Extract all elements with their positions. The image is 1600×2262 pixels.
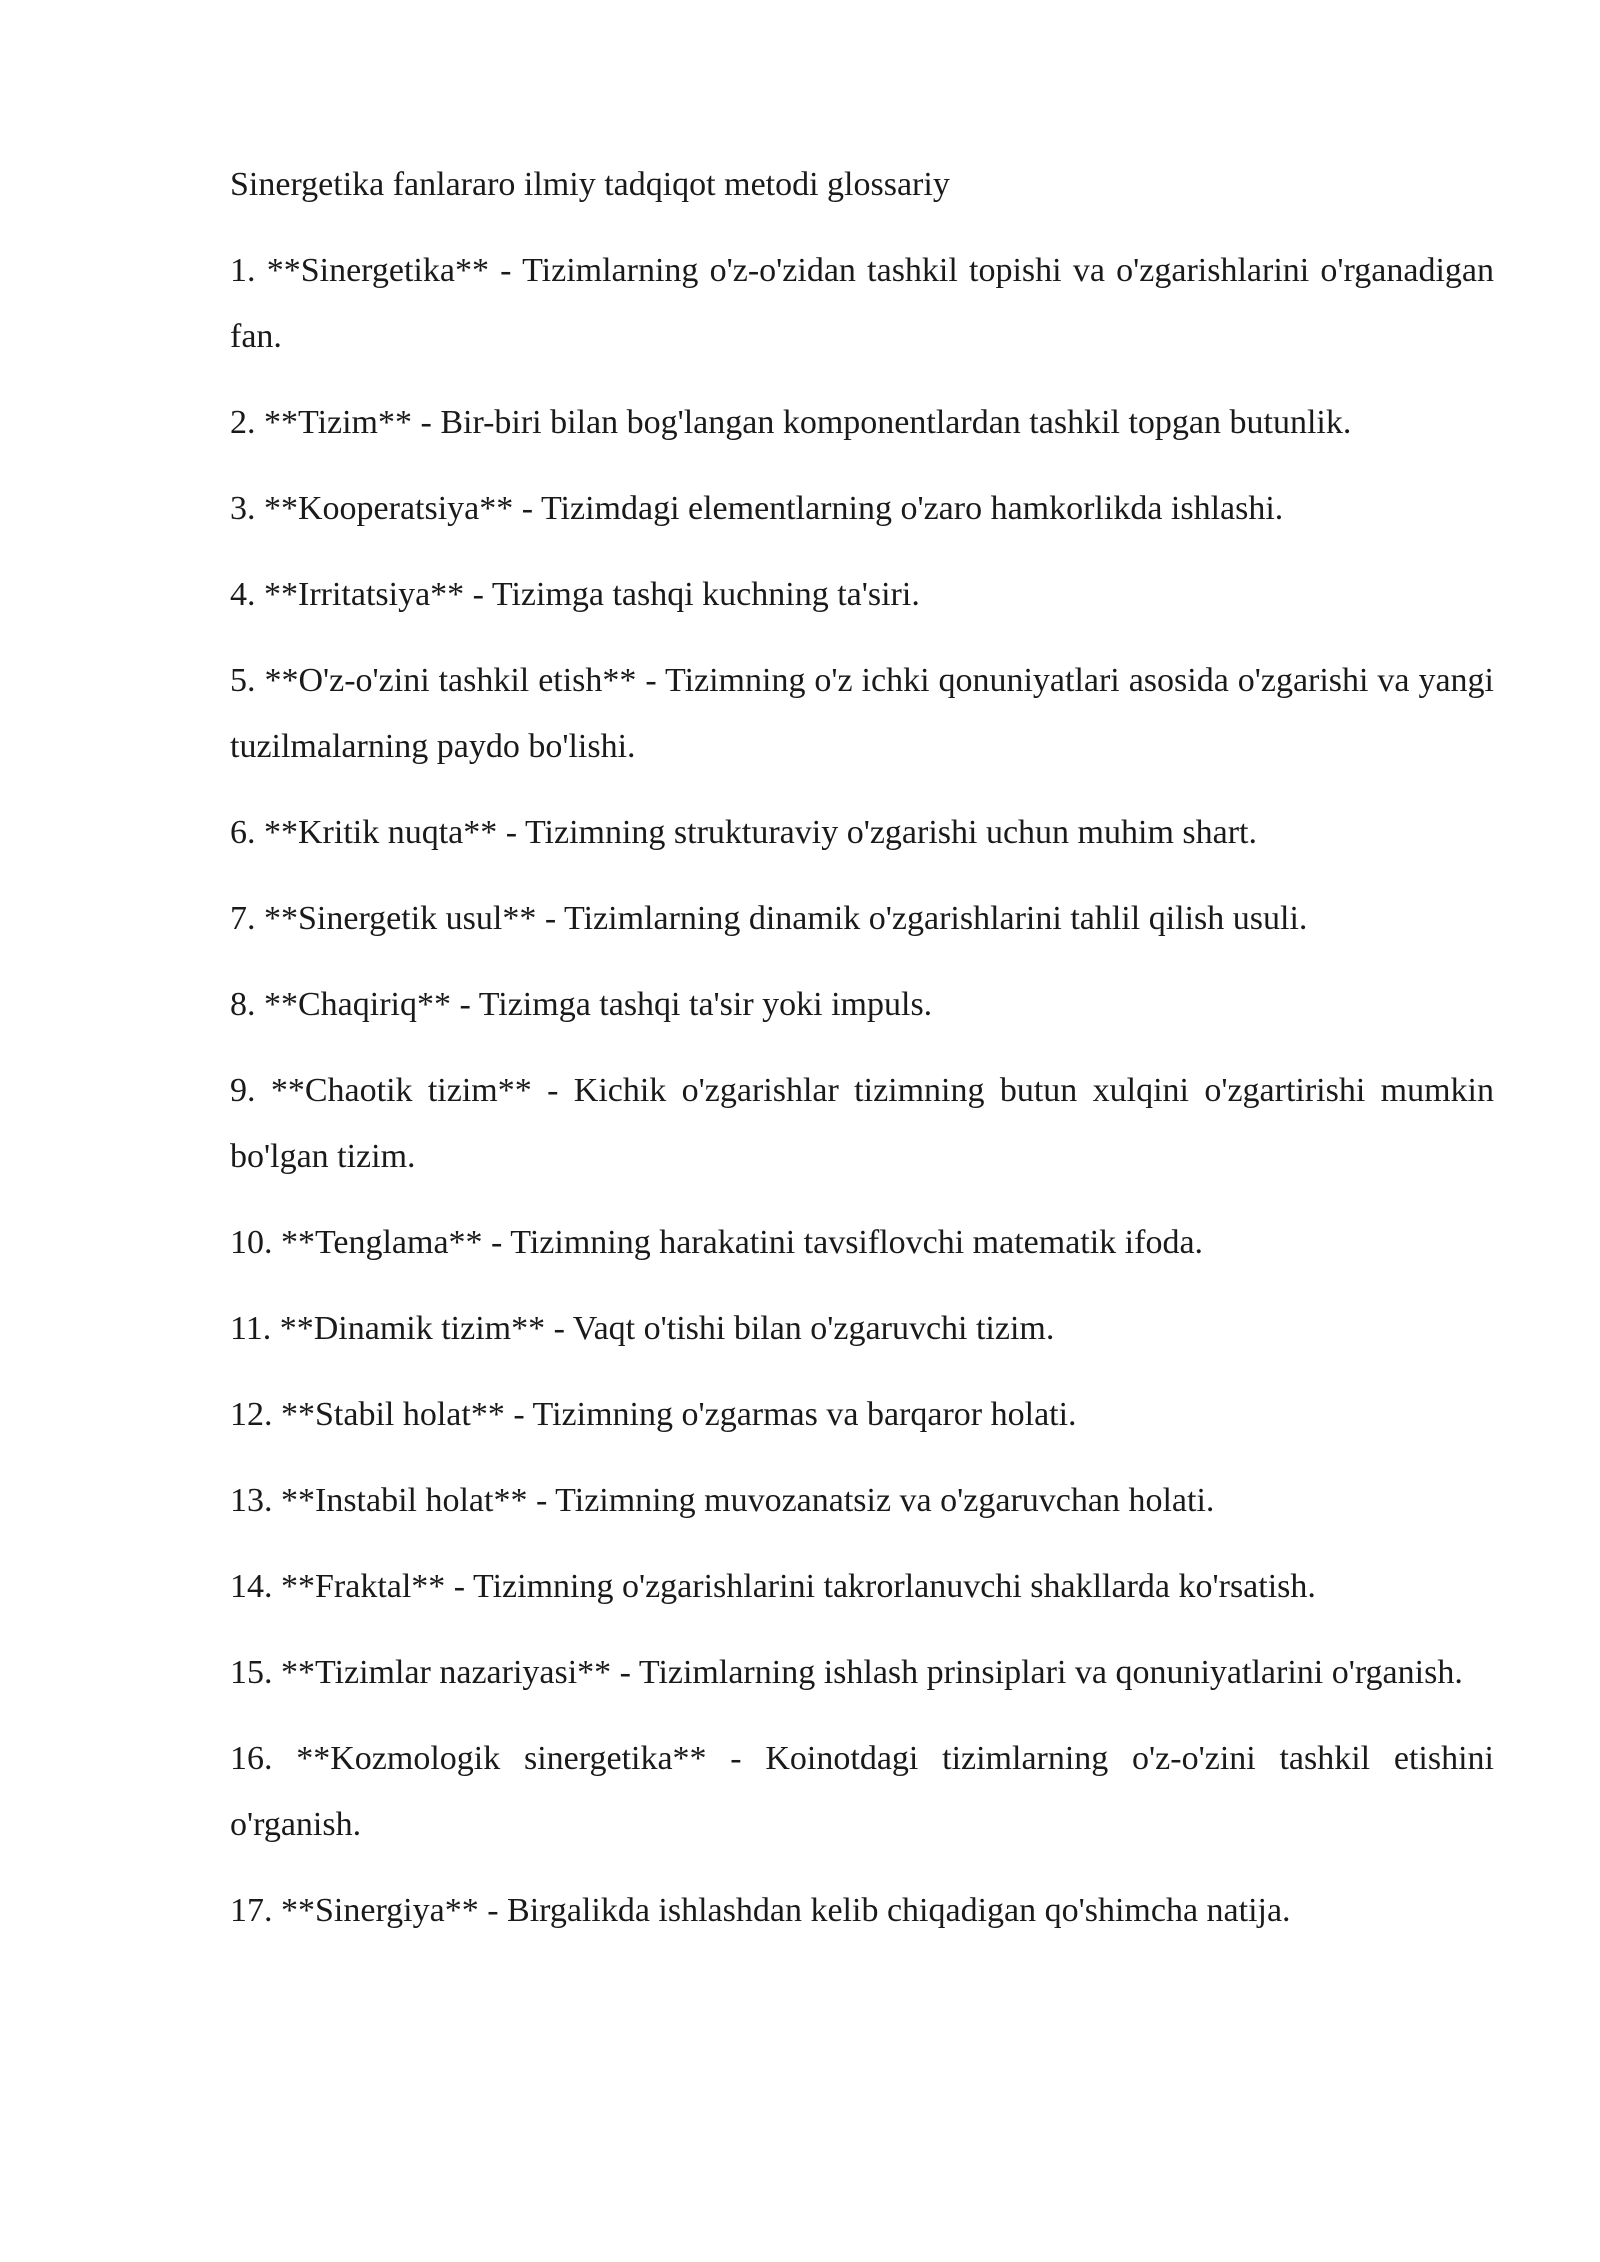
glossary-entry-17: 17. **Sinergiya** - Birgalikda ishlashdan kelib chiqadigan qo'shimcha natija.: [230, 1892, 1291, 1929]
glossary-entry-7: 7. **Sinergetik usul** - Tizimlarning dinamik o'zgarishlarini tahlil qilish usuli.: [230, 900, 1308, 937]
glossary-entry-11: 11. **Dinamik tizim** - Vaqt o'tishi bilan o'zgaruvchi tizim.: [230, 1310, 1055, 1347]
glossary-entry-6: 6. **Kritik nuqta** - Tizimning strukturaviy o'zgarishi uchun muhim shart.: [230, 814, 1257, 851]
glossary-entry-13: 13. **Instabil holat** - Tizimning muvozanatsiz va o'zgaruvchan holati.: [230, 1482, 1215, 1519]
glossary-entry-14: 14. **Fraktal** - Tizimning o'zgarishlarini takrorlanuvchi shakllarda ko'rsatish.: [230, 1568, 1316, 1605]
document-title: Sinergetika fanlararo ilmiy tadqiqot metodi glossariy: [230, 166, 950, 203]
glossary-entry-10: 10. **Tenglama** - Tizimning harakatini tavsiflovchi matematik ifoda.: [230, 1224, 1204, 1261]
glossary-entry-15: 15. **Tizimlar nazariyasi** - Tizimlarning ishlash prinsiplari va qonuniyatlarini o'rganish.: [230, 1654, 1463, 1691]
document-body: [230, 152, 1494, 1964]
glossary-entry-8: 8. **Chaqiriq** - Tizimga tashqi ta'sir yoki impuls.: [230, 986, 933, 1023]
glossary-entry-4: 4. **Irritatsiya** - Tizimga tashqi kuchning ta'siri.: [230, 576, 920, 613]
glossary-entry-2: 2. **Tizim** - Bir-biri bilan bog'langan komponentlardan tashkil topgan butunlik.: [230, 404, 1352, 441]
glossary-entry-9: 9. **Chaotik tizim** - Kichik o'zgarishlar tizimning butun xulqini o'zgartirishi mumkin bo'lgan tizim.: [230, 1072, 1494, 1175]
glossary-entry-12: 12. **Stabil holat** - Tizimning o'zgarmas va barqaror holati.: [230, 1396, 1077, 1433]
glossary-entry-5: 5. **O'z-o'zini tashkil etish** - Tizimning o'z ichki qonuniyatlari asosida o'zgarishi va yangi tuzilmalarning paydo bo'lishi.: [230, 662, 1494, 765]
glossary-entry-1: 1. **Sinergetika** - Tizimlarning o'z-o'zidan tashkil topishi va o'zgarishlarini o'rganadigan fan.: [230, 252, 1494, 355]
glossary-entry-16: 16. **Kozmologik sinergetika** - Koinotdagi tizimlarning o'z-o'zini tashkil etishini o'rganish.: [230, 1740, 1494, 1843]
glossary-entry-3: 3. **Kooperatsiya** - Tizimdagi elementlarning o'zaro hamkorlikda ishlashi.: [230, 490, 1284, 527]
